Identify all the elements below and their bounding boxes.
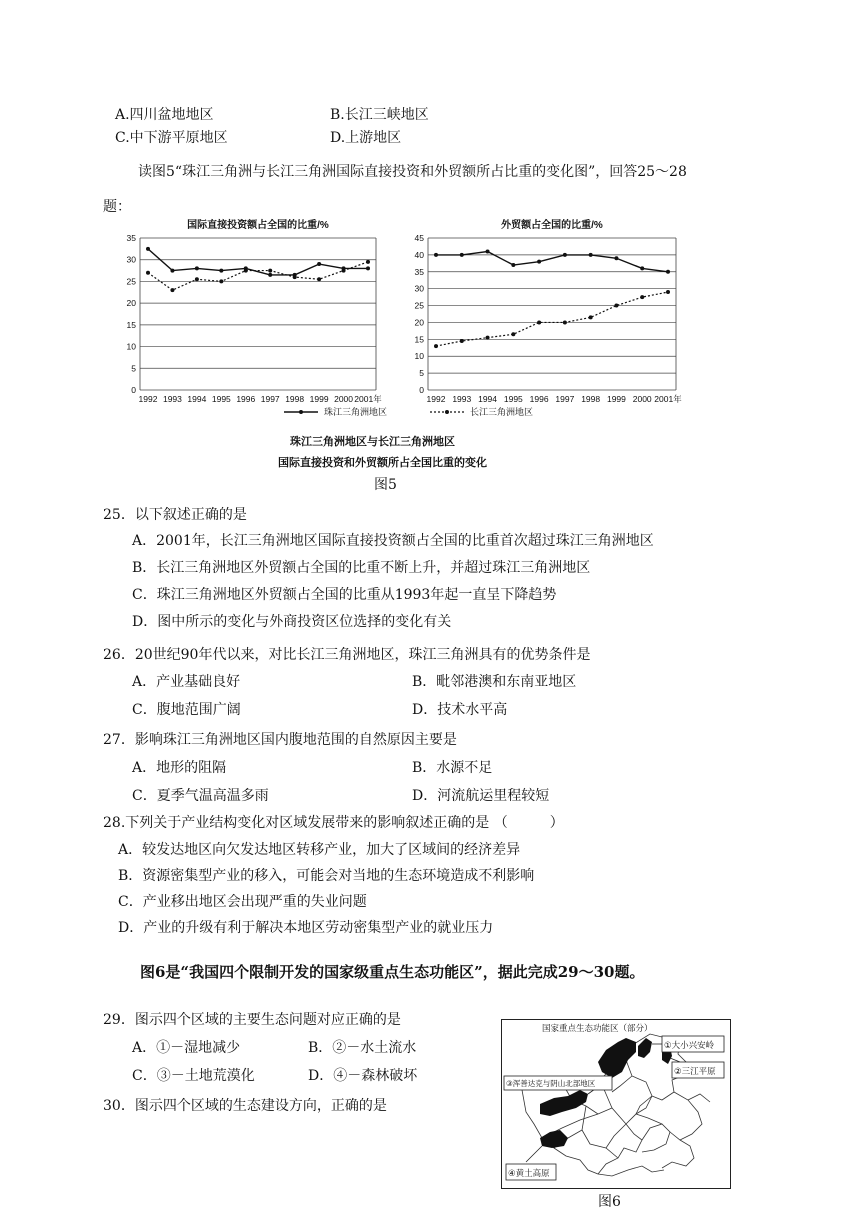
data-point-investment-0 (366, 266, 370, 270)
q24-option-a: A.四川盆地地区 (115, 107, 214, 123)
data-point-trade-1 (614, 304, 618, 308)
x-tick-label-investment: 1994 (187, 394, 207, 404)
chart-title-investment: 国际直接投资额占全国的比重/% (187, 220, 329, 231)
zone-4-loess (540, 1130, 568, 1148)
q24-option-b: B.长江三峡地区 (330, 107, 429, 123)
q27-option-b: B．水源不足 (412, 760, 493, 776)
figure5-charts (118, 212, 698, 422)
q24-option-d: D.上游地区 (330, 130, 402, 146)
data-point-trade-0 (614, 256, 618, 260)
y-tick-label-trade: 40 (414, 249, 424, 260)
data-point-trade-0 (589, 253, 593, 257)
map-label-4: ④黄土高原 (508, 1168, 550, 1178)
data-point-trade-0 (666, 270, 670, 274)
q30-stem: 30．图示四个区域的生态建设方向，正确的是 (103, 1098, 387, 1114)
figure5-label: 图5 (374, 477, 397, 493)
data-point-trade-0 (460, 253, 464, 257)
q29-option-a: A．①－湿地减少 (132, 1040, 241, 1056)
data-point-trade-1 (666, 290, 670, 294)
x-tick-label-trade: 2000 (632, 394, 652, 404)
q26-option-a: A．产业基础良好 (132, 674, 241, 690)
q27-option-c: C．夏季气温高温多雨 (132, 788, 269, 804)
map-title: 国家重点生态功能区（部分） (542, 1023, 653, 1033)
q29-option-c: C．③－土地荒漠化 (132, 1068, 255, 1084)
x-tick-label-investment: 1997 (260, 394, 280, 404)
q25-option-d: D．图中所示的变化与外商投资区位选择的变化有关 (132, 614, 452, 630)
y-tick-label-investment: 0 (131, 385, 136, 395)
y-tick-label-trade: 5 (419, 368, 424, 379)
figure5-caption-line2: 国际直接投资和外贸额所占全国比重的变化 (278, 456, 487, 469)
q28-stem: 28.下列关于产业结构变化对区域发展带来的影响叙述正确的是 （ ） (103, 815, 564, 831)
data-point-investment-0 (317, 262, 321, 266)
map-labels (506, 1023, 716, 1178)
x-tick-label-trade: 1998 (581, 394, 601, 404)
data-point-investment-1 (195, 277, 199, 281)
data-point-trade-1 (460, 339, 464, 343)
q25-option-b: B．长江三角洲地区外贸额占全国的比重不断上升，并超过珠江三角洲地区 (132, 560, 591, 576)
data-point-trade-0 (563, 253, 567, 257)
data-point-investment-1 (317, 277, 321, 281)
data-point-trade-1 (589, 315, 593, 319)
y-tick-label-trade: 10 (414, 351, 424, 362)
data-point-trade-0 (537, 260, 541, 264)
data-point-investment-1 (170, 288, 174, 292)
q26-stem: 26．20世纪90年代以来，对比长江三角洲地区，珠江三角洲具有的优势条件是 (103, 647, 591, 663)
x-tick-label-trade: 2001年 (654, 394, 682, 404)
q27-option-d: D．河流航运里程较短 (412, 788, 550, 804)
y-tick-label-trade: 25 (414, 300, 424, 311)
figure6-caption: 图6 (598, 1194, 621, 1210)
q24-option-c: C.中下游平原地区 (115, 130, 228, 146)
y-tick-label-investment: 20 (126, 298, 136, 309)
data-point-trade-1 (563, 320, 567, 324)
q26-option-b: B．毗邻港澳和东南亚地区 (412, 674, 577, 690)
map-label-2: ②三江平原 (674, 1066, 716, 1076)
q29-stem: 29．图示四个区域的主要生态问题对应正确的是 (103, 1012, 401, 1028)
x-tick-label-trade: 1996 (529, 394, 549, 404)
x-tick-label-investment: 1993 (162, 394, 182, 404)
q26-option-d: D．技术水平高 (412, 702, 508, 718)
q26-option-c: C．腹地范围广阔 (132, 702, 241, 718)
y-tick-label-investment: 35 (126, 233, 136, 243)
data-point-investment-1 (146, 271, 150, 275)
data-point-trade-0 (434, 253, 438, 257)
x-tick-label-trade: 1997 (555, 394, 575, 404)
legend-label-pearl: 珠江三角洲地区 (324, 407, 388, 417)
data-point-investment-1 (293, 275, 297, 279)
figure6-intro: 图6是“我国四个限制开发的国家级重点生态功能区”，据此完成29～30题。 (140, 963, 645, 981)
y-tick-label-trade: 30 (414, 283, 424, 294)
x-tick-label-investment: 1992 (138, 394, 158, 404)
y-tick-label-trade: 35 (414, 266, 424, 277)
q27-stem: 27．影响珠江三角洲地区国内腹地范围的自然原因主要是 (103, 732, 457, 748)
data-point-trade-1 (640, 295, 644, 299)
legend-label-yangtze: 长江三角洲地区 (470, 407, 534, 417)
y-tick-label-investment: 5 (131, 363, 136, 374)
q27-option-a: A．地形的阻隔 (132, 760, 227, 776)
y-tick-label-investment: 25 (126, 276, 136, 287)
figure6-map-svg (502, 1020, 730, 1188)
data-point-investment-0 (170, 269, 174, 273)
y-tick-label-trade: 15 (414, 334, 424, 345)
x-tick-label-investment: 1996 (236, 394, 256, 404)
data-point-trade-0 (640, 266, 644, 270)
x-tick-label-investment: 1999 (309, 394, 329, 404)
series-line-investment-1 (148, 262, 368, 290)
q28-option-d: D．产业的升级有利于解决本地区劳动密集型产业的就业压力 (118, 920, 494, 936)
data-point-investment-0 (146, 247, 150, 251)
series-line-trade-1 (436, 292, 668, 346)
data-point-trade-0 (511, 263, 515, 267)
map-label-1: ①大小兴安岭 (664, 1040, 715, 1050)
zone-1-dxaling-east (638, 1038, 652, 1058)
figure5-intro-line2: 题： (103, 199, 131, 215)
legend-marker-yangtze (445, 410, 449, 414)
figure6-map (501, 1019, 731, 1189)
x-tick-label-investment: 1995 (211, 394, 231, 404)
map-label-3: ③浑善达克与阴山北部地区 (506, 1079, 596, 1088)
y-tick-label-trade: 20 (414, 317, 424, 328)
legend-marker-pearl (299, 410, 303, 414)
data-point-investment-0 (219, 269, 223, 273)
data-point-trade-1 (434, 344, 438, 348)
y-tick-label-trade: 45 (414, 233, 424, 243)
q28-option-c: C．产业移出地区会出现严重的失业问题 (118, 894, 367, 910)
x-tick-label-trade: 1992 (426, 394, 446, 404)
y-tick-label-investment: 30 (126, 254, 136, 265)
x-tick-label-trade: 1993 (452, 394, 472, 404)
y-tick-label-investment: 15 (126, 319, 136, 330)
q28-option-a: A．较发达地区向欠发达地区转移产业，加大了区域间的经济差异 (118, 842, 521, 858)
data-point-trade-1 (537, 320, 541, 324)
figure5-intro-line1: 读图5“珠江三角洲与长江三角洲国际直接投资和外贸额所占比重的变化图”，回答25～28 (138, 164, 687, 180)
data-point-investment-0 (268, 273, 272, 277)
data-point-investment-1 (268, 269, 272, 273)
data-point-trade-1 (511, 332, 515, 336)
data-point-investment-1 (366, 260, 370, 264)
q25-stem: 25．以下叙述正确的是 (103, 507, 247, 523)
q29-option-d: D．④－森林破坏 (308, 1068, 418, 1084)
data-point-investment-1 (244, 269, 248, 273)
x-tick-label-trade: 1994 (478, 394, 498, 404)
chart-title-trade: 外贸额占全国的比重/% (501, 220, 603, 231)
data-point-trade-0 (486, 250, 490, 254)
y-tick-label-trade: 0 (419, 385, 424, 395)
figure5-caption-line1: 珠江三角洲地区与长江三角洲地区 (290, 435, 455, 448)
q28-option-b: B．资源密集型产业的移入，可能会对当地的生态环境造成不利影响 (118, 868, 535, 884)
x-tick-label-trade: 1995 (503, 394, 523, 404)
data-point-investment-1 (219, 279, 223, 283)
y-tick-label-investment: 10 (126, 341, 136, 352)
data-point-investment-1 (342, 269, 346, 273)
x-tick-label-investment: 2000 (334, 394, 354, 404)
x-tick-label-investment: 2001年 (354, 394, 382, 404)
q25-option-c: C．珠江三角洲地区外贸额占全国的比重从1993年起一直呈下降趋势 (132, 587, 557, 603)
data-point-trade-1 (486, 336, 490, 340)
q25-option-a: A．2001年，长江三角洲地区国际直接投资额占全国的比重首次超过珠江三角洲地区 (132, 533, 654, 549)
x-tick-label-trade: 1999 (606, 394, 626, 404)
x-tick-label-investment: 1998 (285, 394, 305, 404)
data-point-investment-0 (195, 266, 199, 270)
figure5 (118, 212, 698, 422)
zone-3-hunshandake (540, 1090, 588, 1116)
q29-option-b: B．②－水土流水 (308, 1040, 417, 1056)
